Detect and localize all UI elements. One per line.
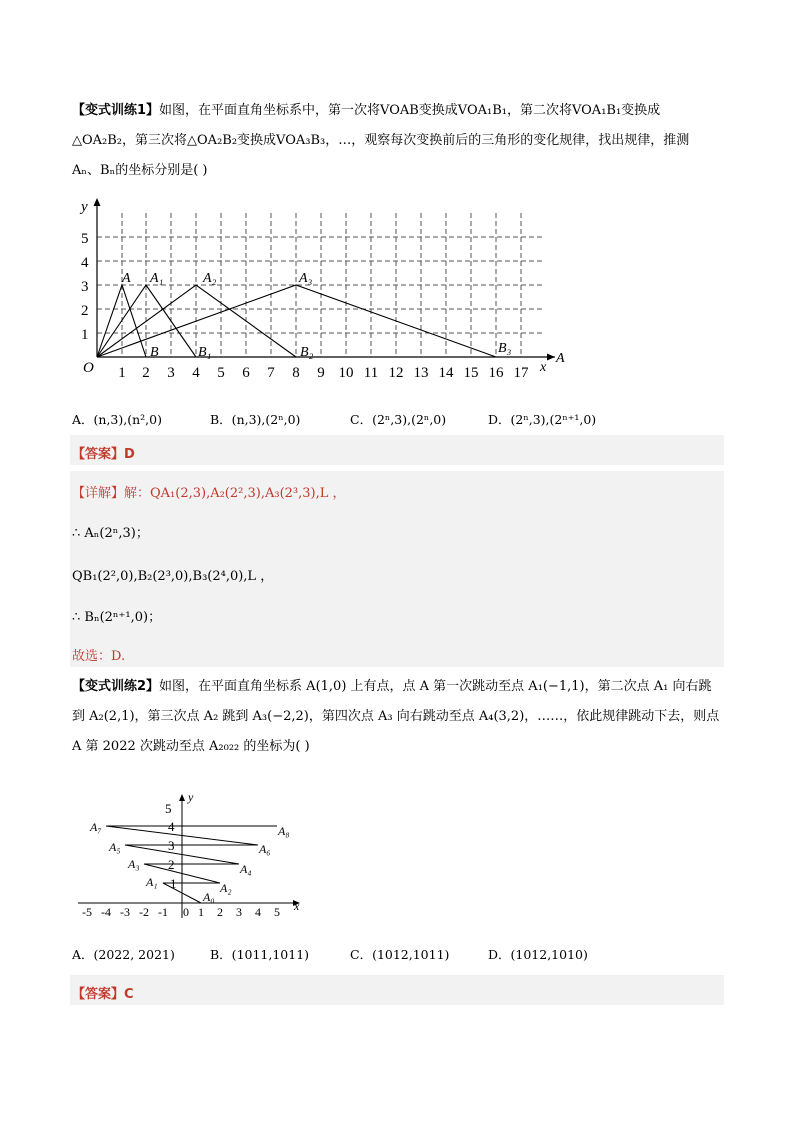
q1-x-tick-13: 13	[413, 365, 429, 381]
q1-x-tick-12: 12	[388, 365, 404, 381]
q1-x-tick-17: 17	[513, 365, 529, 381]
q1-label-A2: A₂	[203, 271, 217, 286]
q1-x-tick-1: 1	[118, 365, 126, 381]
q2-x-tick-neg4: -4	[101, 905, 111, 919]
q2-y-tick-4: 4	[168, 819, 175, 834]
q1-x-tick-14: 14	[438, 365, 454, 381]
q1-y-label: y	[81, 199, 88, 215]
q1-y-arrow	[94, 198, 101, 206]
q1-label-B1: B₁	[198, 345, 212, 360]
q2-x-tick-2: 2	[217, 905, 223, 919]
q2-label-A2: A₂	[220, 881, 232, 895]
q1-y-tick-1: 1	[81, 327, 89, 343]
q2-x-tick-neg3: -3	[120, 905, 130, 919]
q1-x-tick-9: 9	[317, 365, 325, 381]
q2-x-label: x	[294, 899, 300, 913]
q1-detail-line3: QB₁(2²,0),B₂(2³,0),B₃(2⁴,0),L ，	[72, 569, 274, 584]
q1-detail-line1	[72, 482, 346, 501]
q2-line1	[72, 680, 724, 694]
q2-label-A5: A₅	[109, 840, 121, 854]
q1-x-tick-5: 5	[217, 365, 225, 381]
q2-figure	[72, 785, 312, 920]
q1-detail-line2: ∴ Aₙ(2ⁿ,3)；	[72, 526, 149, 541]
q1-answer-shade	[70, 435, 724, 465]
q2-x-tick-0: 0	[183, 905, 189, 919]
q2-line1-text: 如图，在平面直角坐标系 A(1,0) 上有点，点 A 第一次跳动至点 A₁(−1,1)，第二次点 A₁ 向右跳	[159, 679, 712, 694]
q2-y-tick-2: 2	[168, 857, 175, 872]
q2-x-tick-5: 5	[274, 905, 280, 919]
q1-label-A: A	[122, 271, 131, 286]
q1-y-tick-5: 5	[81, 231, 89, 247]
q1-x-tick-4: 4	[192, 365, 200, 381]
q1-option-a[interactable]: A．(n,3),(n²,0)	[72, 412, 162, 427]
q1-line3: Aₙ、Bₙ的坐标分别是( )	[72, 163, 208, 178]
q1-y-tick-2: 2	[81, 303, 89, 319]
q1-x-tick-16: 16	[488, 365, 504, 381]
q1-detail-text-1: 【详解】解：QA₁(2,3),A₂(2²,3),A₃(2³,3),L ，	[72, 486, 346, 501]
q2-option-d[interactable]: D．(1012,1010)	[488, 947, 588, 962]
q1-figure	[72, 195, 582, 390]
q2-label-A4: A₄	[240, 862, 252, 876]
q1-label-B3: B₃	[498, 341, 512, 356]
q2-option-a[interactable]: A．(2022, 2021)	[72, 947, 175, 962]
q2-option-b[interactable]: B．(1011,1011)	[210, 947, 310, 962]
q2-x-tick-3: 3	[236, 905, 242, 919]
q2-option-c[interactable]: C．(1012,1011)	[350, 947, 450, 962]
q1-detail-line5: 故选：D.	[72, 649, 126, 664]
q1-line1	[72, 104, 724, 118]
q2-y-label: y	[188, 790, 194, 804]
q1-y-tick-4: 4	[81, 255, 89, 271]
q2-label-A6: A₆	[259, 842, 271, 856]
q2-x-tick-1: 1	[198, 905, 204, 919]
q2-tag: 【变式训练2】	[72, 679, 160, 694]
q1-x-tick-3: 3	[167, 365, 175, 381]
q1-origin-label: O	[83, 360, 94, 376]
q1-x-end-label: A	[556, 351, 565, 366]
q1-x-label: x	[540, 360, 547, 375]
q1-x-tick-2: 2	[142, 365, 150, 381]
q1-option-d[interactable]: D．(2ⁿ,3),(2ⁿ⁺¹,0)	[488, 412, 597, 427]
q2-x-tick-neg2: -2	[139, 905, 149, 919]
q2-answer: 【答案】C	[72, 987, 134, 1002]
q1-line2: △OA₂B₂，第三次将△OA₂B₂变换成VOA₃B₃，…，观察每次变换前后的三角形的变化规律，找出规律，推测	[72, 133, 690, 148]
q1-line1-text: 如图，在平面直角坐标系中，第一次将VOAB变换成VOA₁B₁，第二次将VOA₁B₁变换成	[159, 103, 661, 118]
q1-x-tick-15: 15	[463, 365, 479, 381]
q2-y-tick-5: 5	[165, 801, 172, 816]
q1-option-c[interactable]: C．(2ⁿ,3),(2ⁿ,0)	[350, 412, 447, 427]
q2-x-tick-neg5: -5	[82, 905, 92, 919]
q1-x-tick-7: 7	[267, 365, 275, 381]
q2-y-arrow	[179, 794, 185, 801]
q2-y-tick-3: 3	[168, 838, 175, 853]
q2-label-A0: A₀	[203, 890, 215, 904]
q1-x-tick-10: 10	[338, 365, 354, 381]
q2-x-tick-neg1: -1	[158, 905, 168, 919]
q2-label-A8: A₈	[278, 824, 290, 838]
q2-y-tick-1: 1	[170, 876, 177, 891]
q2-x-tick-4: 4	[255, 905, 261, 919]
q1-y-tick-3: 3	[81, 279, 89, 295]
q1-tag: 【变式训练1】	[72, 103, 160, 118]
q2-stem	[72, 680, 724, 754]
q1-answer: 【答案】D	[72, 447, 135, 462]
q2-label-A7: A₇	[90, 820, 102, 834]
q2-line3: A 第 2022 次跳动至点 A₂₀₂₂ 的坐标为( )	[72, 739, 310, 754]
q1-x-tick-11: 11	[363, 365, 379, 381]
q1-stem	[72, 104, 724, 178]
q1-x-tick-6: 6	[242, 365, 250, 381]
q2-label-A3: A₃	[128, 857, 140, 871]
q2-line2: 到 A₂(2,1)，第三次点 A₂ 跳到 A₃(−2,2)，第四次点 A₃ 向右跳动至点 A₄(3,2)，……，依此规律跳动下去，则点	[72, 709, 720, 724]
q1-label-A3: A₃	[299, 271, 313, 286]
q1-option-b[interactable]: B．(n,3),(2ⁿ,0)	[210, 412, 301, 427]
q1-detail-line4: ∴ Bₙ(2ⁿ⁺¹,0)；	[72, 610, 162, 625]
q1-label-B: B	[150, 345, 159, 360]
q1-label-B2: B₂	[300, 345, 314, 360]
q1-label-A1: A₁	[150, 271, 164, 286]
q2-answer-shade	[70, 975, 724, 1005]
q1-x-arrow	[547, 354, 555, 361]
q1-x-tick-8: 8	[292, 365, 300, 381]
q2-label-A1: A₁	[146, 875, 158, 889]
